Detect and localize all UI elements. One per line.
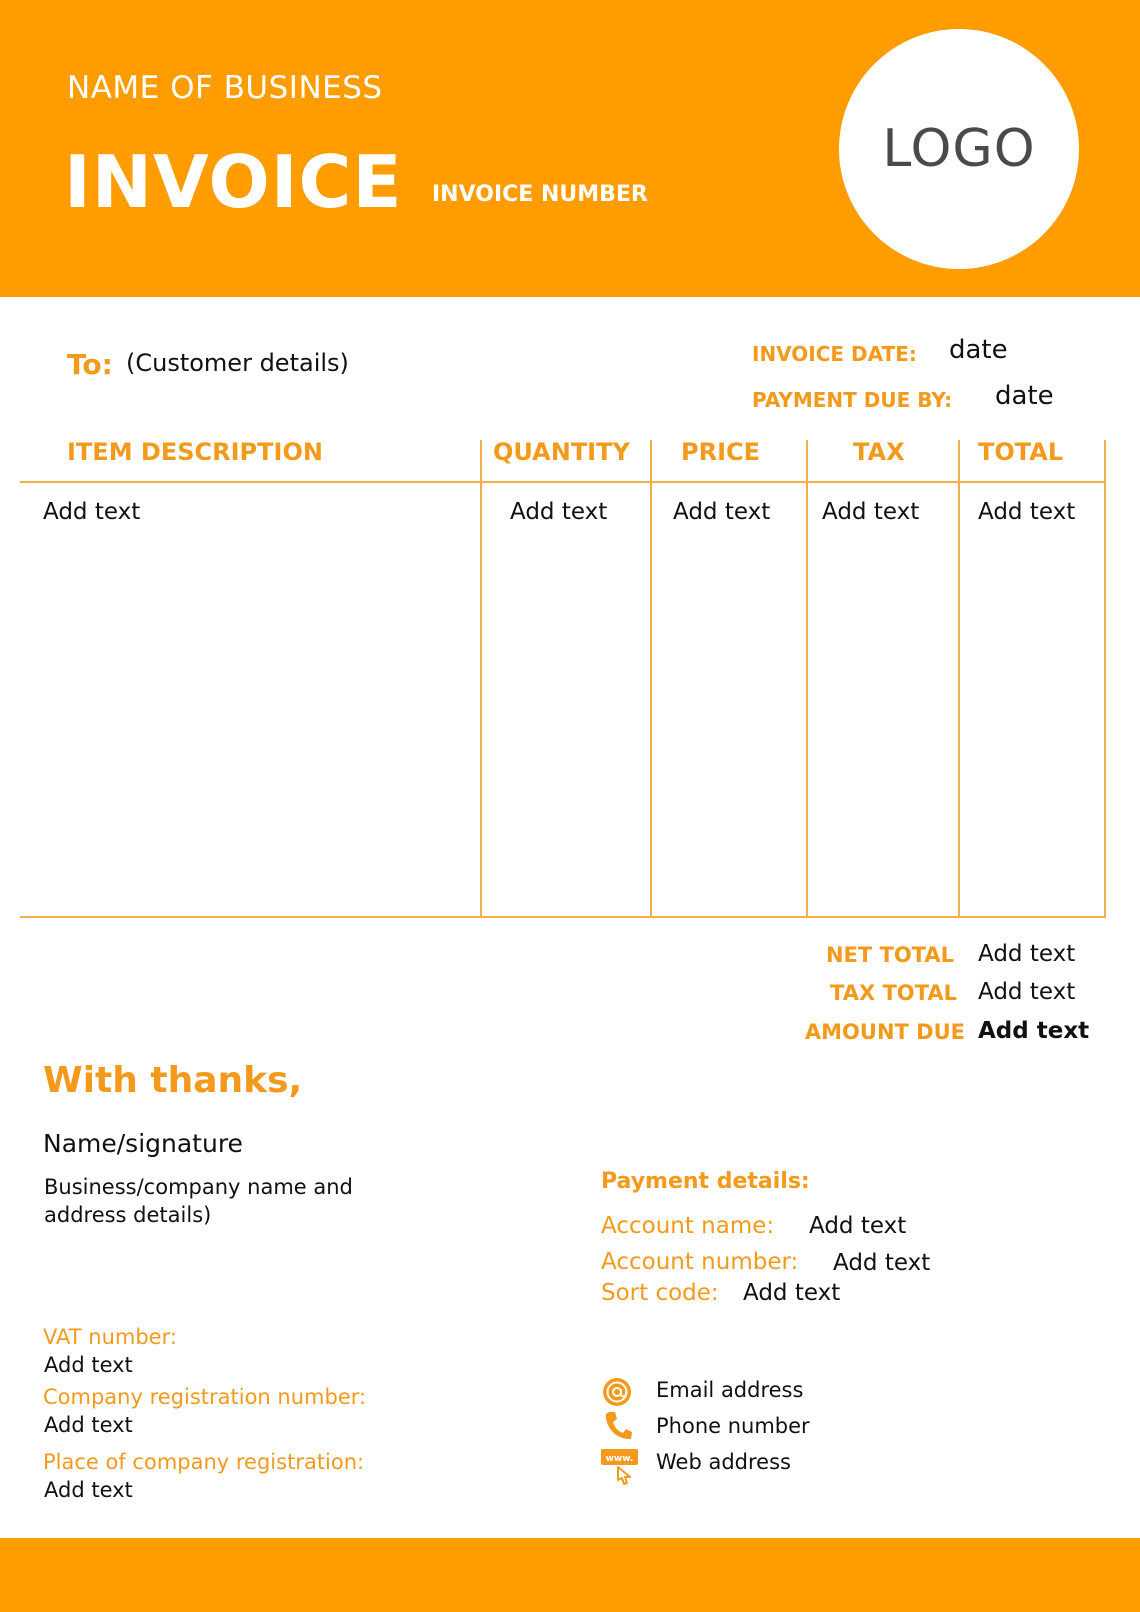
header-total: TOTAL: [978, 438, 1064, 466]
payment-due-label: PAYMENT DUE BY:: [752, 388, 953, 412]
phone-icon: [603, 1410, 633, 1442]
invoice-date-label: INVOICE DATE:: [752, 342, 917, 366]
vat-number-value: Add text: [44, 1353, 133, 1377]
cell-total: Add text: [978, 499, 1076, 525]
sort-code-label: Sort code:: [601, 1280, 719, 1306]
thanks-heading: With thanks,: [43, 1060, 303, 1101]
cell-item-description: Add text: [43, 499, 141, 525]
logo-placeholder: [839, 29, 1079, 269]
sort-code-value: Add text: [743, 1280, 841, 1306]
account-number-label: Account number:: [601, 1249, 799, 1275]
cell-tax: Add text: [822, 499, 920, 525]
cell-price: Add text: [673, 499, 771, 525]
business-name: NAME OF BUSINESS: [67, 70, 383, 106]
invoice-number: INVOICE NUMBER: [432, 182, 648, 207]
company-address: Business/company name and address details): [44, 1175, 353, 1227]
net-total-label: NET TOTAL: [825, 943, 954, 967]
tax-total-label: TAX TOTAL: [830, 981, 957, 1005]
account-name-value: Add text: [809, 1213, 907, 1239]
place-of-registration-label: Place of company registration:: [43, 1450, 365, 1474]
column-divider: [1104, 440, 1106, 918]
header-item-description: ITEM DESCRIPTION: [67, 438, 323, 466]
tax-total-value: Add text: [978, 979, 1076, 1005]
phone-number: Phone number: [656, 1414, 810, 1438]
footer-band: [0, 1538, 1140, 1612]
table-header-rule: [20, 481, 1106, 483]
payment-details-heading: Payment details:: [601, 1169, 810, 1194]
account-number-value: Add text: [833, 1250, 931, 1276]
invoice-date-value: date: [949, 335, 1008, 365]
customer-details: (Customer details): [126, 349, 349, 377]
place-of-registration-value: Add text: [44, 1478, 133, 1502]
company-reg-value: Add text: [44, 1413, 133, 1437]
amount-due-value: Add text: [978, 1018, 1090, 1044]
web-icon-text: www.: [605, 1454, 634, 1464]
column-divider: [958, 440, 960, 918]
email-address: Email address: [656, 1378, 804, 1402]
column-divider: [650, 440, 652, 918]
web-address: Web address: [656, 1450, 791, 1474]
name-signature: Name/signature: [43, 1129, 243, 1158]
cell-quantity: Add text: [510, 499, 608, 525]
column-divider: [480, 440, 482, 918]
invoice-title: INVOICE: [64, 140, 403, 224]
header-price: PRICE: [681, 438, 761, 466]
column-divider: [806, 440, 808, 918]
payment-due-value: date: [995, 381, 1054, 411]
web-pointer-icon: [600, 1447, 642, 1487]
at-sign-icon: [601, 1376, 633, 1408]
account-name-label: Account name:: [601, 1213, 775, 1239]
header-tax: TAX: [853, 438, 905, 466]
amount-due-label: AMOUNT DUE: [804, 1020, 965, 1044]
header-quantity: QUANTITY: [493, 438, 630, 466]
company-reg-label: Company registration number:: [43, 1385, 367, 1409]
logo-text: LOGO: [882, 119, 1036, 179]
vat-number-label: VAT number:: [43, 1325, 177, 1349]
to-label: To:: [67, 348, 113, 381]
net-total-value: Add text: [978, 941, 1076, 967]
table-bottom-rule: [20, 916, 1106, 918]
